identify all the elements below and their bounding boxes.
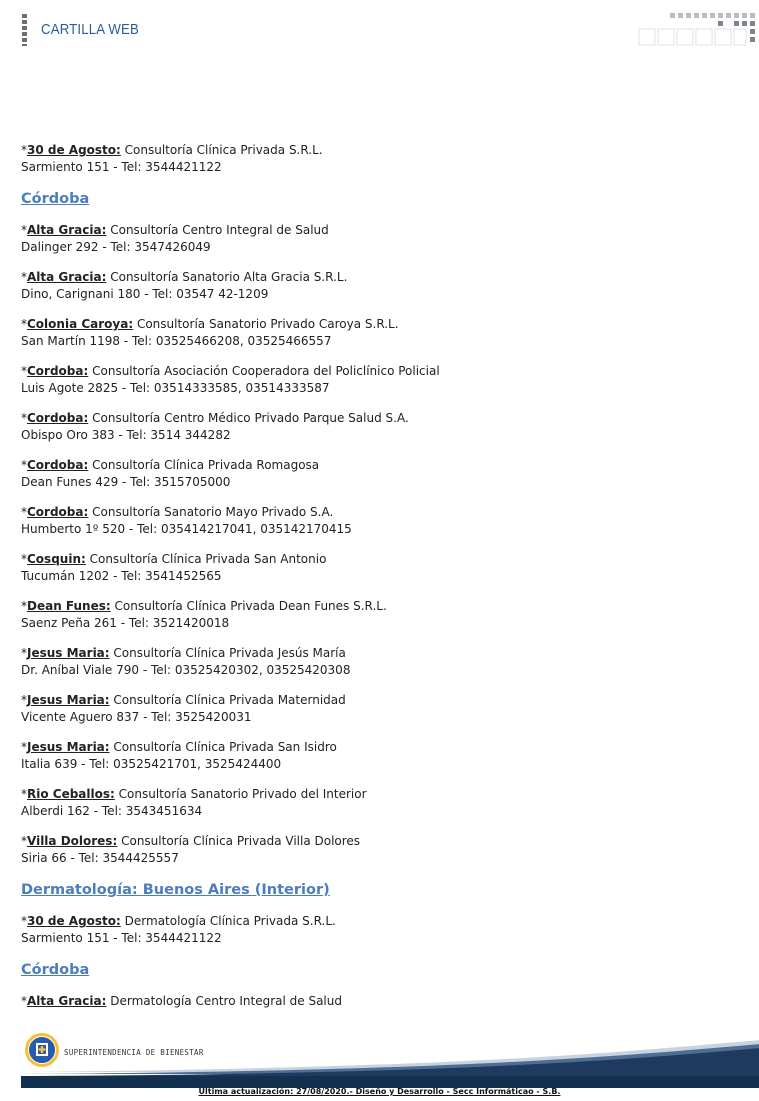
entry-address: San Martín 1198 - Tel: 03525466208, 03525466557 (21, 333, 332, 348)
entry-address: Dean Funes 429 - Tel: 3515705000 (21, 474, 231, 489)
entry-name: Dermatología Centro Integral de Salud (110, 994, 342, 1008)
entry-address: Sarmiento 151 - Tel: 3544421122 (21, 159, 222, 174)
entry-address: Dr. Aníbal Viale 790 - Tel: 03525420302, 03525420308 (21, 662, 351, 677)
entry-address: Sarmiento 151 - Tel: 3544421122 (21, 930, 222, 945)
entry-name: Dermatología Clínica Privada S.R.L. (124, 914, 336, 928)
entry-city[interactable]: Alta Gracia: (27, 223, 107, 237)
entry-address: Siria 66 - Tel: 3544425557 (21, 850, 179, 865)
entry-city[interactable]: Alta Gracia: (27, 994, 107, 1008)
specialty-link[interactable]: Dermatología: (21, 882, 138, 898)
header-squares-decoration (636, 10, 759, 50)
entry-address: Humberto 1º 520 - Tel: 035414217041, 035142170415 (21, 521, 352, 536)
entry-city[interactable]: Cordoba: (27, 364, 89, 378)
list-item: *Cordoba: Consultoría Sanatorio Mayo Privado S.A. Humberto 1º 520 - Tel: 035414217041, 035142170415 (21, 505, 352, 536)
entry-name: Consultoría Sanatorio Alta Gracia S.R.L. (110, 270, 348, 284)
entry-name: Consultoría Asociación Cooperadora del Policlínico Policial (92, 364, 440, 378)
entry-city[interactable]: Cordoba: (27, 411, 89, 425)
list-item: *Jesus Maria: Consultoría Clínica Privada Jesús María Dr. Aníbal Viale 790 - Tel: 03525420302, 03525420308 (21, 646, 351, 677)
entry-name: Consultoría Clínica Privada Villa Dolores (121, 834, 361, 848)
entry-address: Vicente Aguero 837 - Tel: 3525420031 (21, 709, 252, 724)
entry-address: Tucumán 1202 - Tel: 3541452565 (21, 568, 222, 583)
entry-address: Dalinger 292 - Tel: 3547426049 (21, 239, 211, 254)
list-item: *Alta Gracia: Consultoría Centro Integral de Salud Dalinger 292 - Tel: 3547426049 (21, 223, 329, 254)
entry-name: Consultoría Clínica Privada San Isidro (113, 740, 337, 754)
list-item: *Cordoba: Consultoría Clínica Privada Romagosa Dean Funes 429 - Tel: 3515705000 (21, 458, 320, 489)
list-item: *30 de Agosto: Consultoría Clínica Privada S.R.L. Sarmiento 151 - Tel: 3544421122 (21, 143, 323, 174)
entry-city[interactable]: Cordoba: (27, 505, 89, 519)
list-item: *Villa Dolores: Consultoría Clínica Privada Villa Dolores Siria 66 - Tel: 3544425557 (21, 834, 361, 865)
entry-name: Consultoría Clínica Privada S.R.L. (124, 143, 323, 157)
section-heading-cordoba[interactable]: Córdoba (21, 962, 90, 978)
entry-name: Consultoría Clínica Privada Dean Funes S.R.L. (114, 599, 387, 613)
entry-city[interactable]: Rio Ceballos: (27, 787, 115, 801)
entry-name: Consultoría Clínica Privada Romagosa (92, 458, 320, 472)
page-title: CARTILLA WEB (41, 21, 139, 38)
footer-organization-name: SUPERINTENDENCIA DE BIENESTAR (64, 1048, 204, 1057)
entry-name: Consultoría Centro Integral de Salud (110, 223, 329, 237)
entry-city[interactable]: Colonia Caroya: (27, 317, 134, 331)
footer-banner (21, 1028, 759, 1088)
entry-name: Consultoría Clínica Privada Maternidad (113, 693, 346, 707)
entry-address: Saenz Peña 261 - Tel: 3521420018 (21, 615, 230, 630)
entry-city[interactable]: Villa Dolores: (27, 834, 118, 848)
organization-logo (24, 1032, 60, 1068)
entry-city[interactable]: 30 de Agosto: (27, 914, 121, 928)
last-updated-note: Ultima actualización: 27/08/2020.- Diseño y Desarrollo - Secc Informáticao - S.B. (198, 1087, 561, 1096)
list-item: *30 de Agosto: Dermatología Clínica Privada S.R.L. Sarmiento 151 - Tel: 3544421122 (21, 914, 336, 945)
entry-city[interactable]: Jesus Maria: (27, 646, 110, 660)
list-item: *Dean Funes: Consultoría Clínica Privada Dean Funes S.R.L. Saenz Peña 261 - Tel: 3521420018 (21, 599, 387, 630)
list-item: *Alta Gracia: Dermatología Centro Integral de Salud (21, 994, 342, 1008)
entry-address: Italia 639 - Tel: 03525421701, 3525424400 (21, 756, 282, 771)
list-item: *Jesus Maria: Consultoría Clínica Privada Maternidad Vicente Aguero 837 - Tel: 3525420031 (21, 693, 346, 724)
directory-content (21, 142, 741, 1024)
region-link[interactable]: Buenos Aires (Interior) (142, 882, 330, 898)
footer-wave-decoration (21, 1028, 759, 1088)
entry-city[interactable]: Cordoba: (27, 458, 89, 472)
list-item: *Rio Ceballos: Consultoría Sanatorio Privado del Interior Alberdi 162 - Tel: 3543451634 (21, 787, 367, 818)
entry-name: Consultoría Clínica Privada San Antonio (89, 552, 327, 566)
entry-city[interactable]: Jesus Maria: (27, 740, 110, 754)
entry-city[interactable]: 30 de Agosto: (27, 143, 121, 157)
entry-city[interactable]: Jesus Maria: (27, 693, 110, 707)
list-item: *Cordoba: Consultoría Centro Médico Privado Parque Salud S.A. Obispo Oro 383 - Tel: 3514 344282 (21, 411, 409, 442)
entry-address: Alberdi 162 - Tel: 3543451634 (21, 803, 203, 818)
list-item: *Cordoba: Consultoría Asociación Cooperadora del Policlínico Policial Luis Agote 2825 - Tel: 03514333585, 03514333587 (21, 364, 440, 395)
section-heading-dermatologia (21, 880, 741, 900)
list-item: *Alta Gracia: Consultoría Sanatorio Alta Gracia S.R.L. Dino, Carignani 180 - Tel: 03547 42-1209 (21, 270, 348, 301)
entry-name: Consultoría Sanatorio Privado Caroya S.R.L. (136, 317, 399, 331)
entry-name: Consultoría Clínica Privada Jesús María (113, 646, 346, 660)
entry-address: Luis Agote 2825 - Tel: 03514333585, 03514333587 (21, 380, 330, 395)
entry-city[interactable]: Dean Funes: (27, 599, 111, 613)
entry-name: Consultoría Sanatorio Mayo Privado S.A. (92, 505, 334, 519)
entry-address: Dino, Carignani 180 - Tel: 03547 42-1209 (21, 286, 269, 301)
entry-city[interactable]: Alta Gracia: (27, 270, 107, 284)
entry-name: Consultoría Centro Médico Privado Parque Salud S.A. (92, 411, 409, 425)
header-bar-decoration (22, 14, 27, 46)
list-item: *Colonia Caroya: Consultoría Sanatorio Privado Caroya S.R.L. San Martín 1198 - Tel: 03525466208, 03525466557 (21, 317, 399, 348)
section-heading-cordoba[interactable]: Córdoba (21, 191, 90, 207)
entry-address: Obispo Oro 383 - Tel: 3514 344282 (21, 427, 231, 442)
list-item: *Cosquin: Consultoría Clínica Privada San Antonio Tucumán 1202 - Tel: 3541452565 (21, 552, 327, 583)
entry-name: Consultoría Sanatorio Privado del Interior (118, 787, 367, 801)
entry-city[interactable]: Cosquin: (27, 552, 86, 566)
list-item: *Jesus Maria: Consultoría Clínica Privada San Isidro Italia 639 - Tel: 03525421701, 3525424400 (21, 740, 337, 771)
